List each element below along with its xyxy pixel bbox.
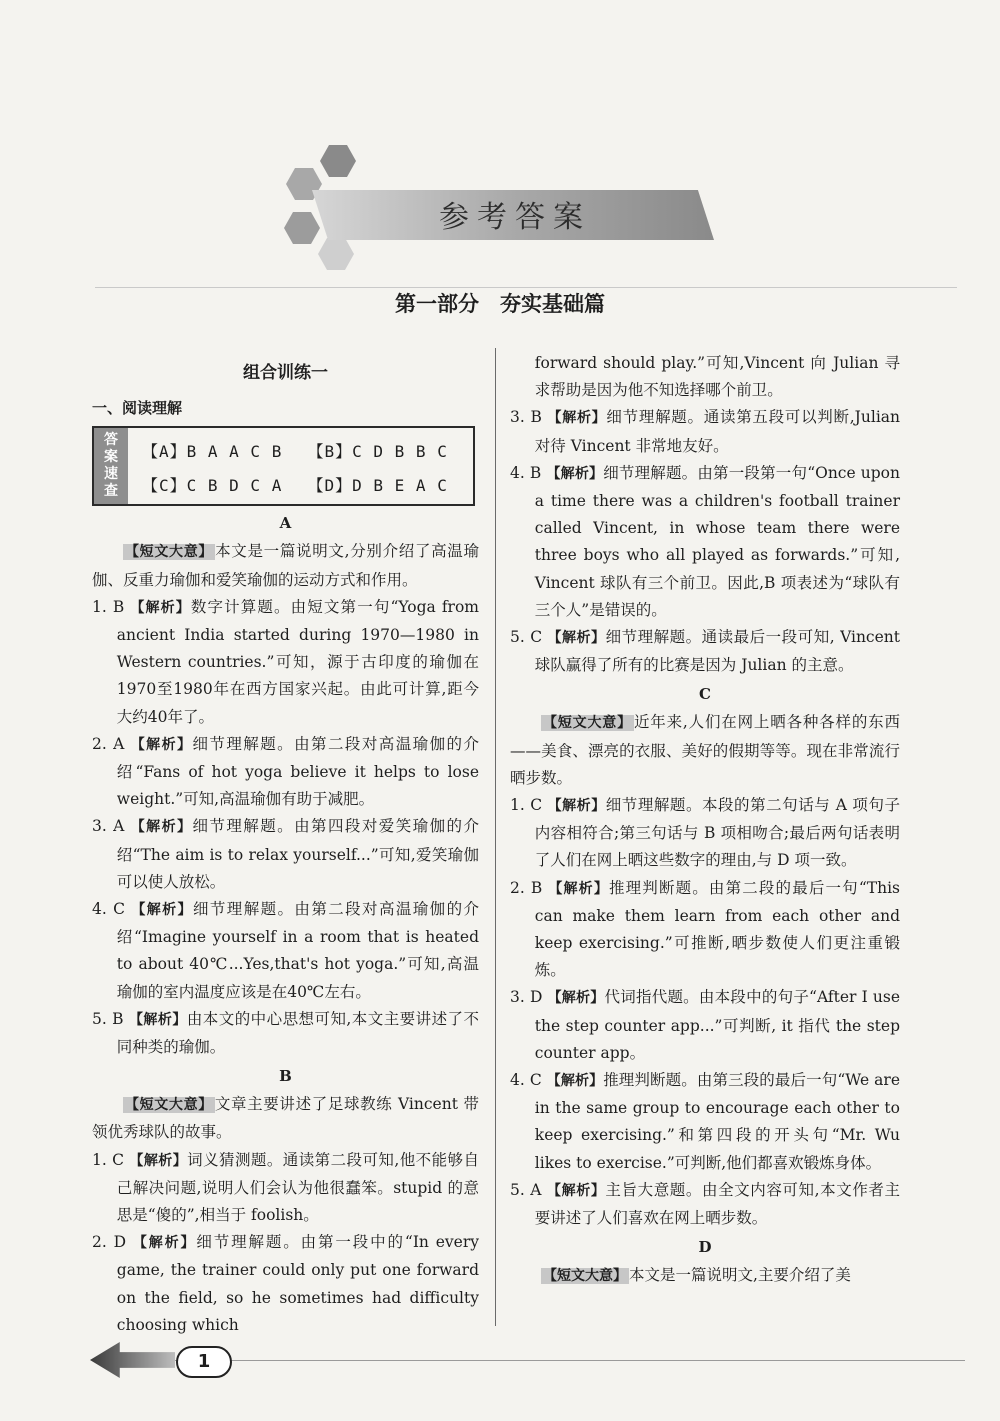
answer-number: 3. B	[510, 408, 542, 427]
analysis-tag: 【解析】	[547, 410, 607, 427]
continued-text: forward should play.”可知,Vincent 向 Julian 寻求帮助是因为他不知选择哪个前卫。	[534, 354, 900, 400]
passage-summary	[92, 1091, 479, 1146]
passage-letter-B: B	[279, 1067, 292, 1086]
summary-tag: 【短文大意】	[125, 1097, 213, 1114]
footer-divider	[175, 1360, 965, 1361]
answer-number: 4. B	[510, 463, 542, 482]
answer-explanation: 细节理解题。由第四段对爱笑瑜伽的介绍“The aim is to relax yourself...”可知,爱笑瑜伽可以使人放松。	[116, 817, 479, 891]
right-column	[510, 350, 900, 1291]
passage-summary	[510, 709, 900, 792]
answer-explanation: 细节理解题。由第一段中的“In every game, the trainer could only put one forward on the field, so he sometimes had difficulty choosing which	[116, 1233, 479, 1334]
answer-number: 2. B	[510, 878, 543, 897]
answer-number: 3. D	[510, 988, 543, 1007]
answer-explanation: 细节理解题。由第二段对高温瑜伽的介绍“Fans of hot yoga believe it helps to lose weight.”可知,高温瑜伽有助于减肥。	[116, 734, 479, 809]
hexagon-decoration	[318, 238, 354, 270]
answer-number: 4. C	[92, 900, 125, 919]
analysis-tag: 【解析】	[131, 902, 193, 919]
quick-label-char: 案	[104, 449, 118, 466]
answer-item	[510, 1067, 900, 1177]
answer-number: 2. D	[92, 1233, 127, 1252]
passage-summary	[510, 1262, 900, 1290]
summary-tag: 【短文大意】	[125, 544, 214, 561]
answer-item	[92, 594, 479, 731]
passage-letter-C: C	[699, 685, 711, 704]
hexagon-decoration	[284, 212, 320, 244]
answer-explanation: 代词指代题。由本段中的句子“After I use the step counter app...”可判断, it 指代 the step counter app。	[534, 988, 900, 1062]
answer-item	[92, 813, 479, 896]
answer-explanation: 由本文的中心思想可知,本文主要讲述了不同种类的瑜伽。	[116, 1009, 480, 1057]
summary-text: 文章主要讲述了足球教练 Vincent 带领优秀球队的故事。	[92, 1095, 480, 1142]
analysis-tag: 【解析】	[547, 798, 606, 815]
summary-text: 本文是一篇说明文,分别介绍了高温瑜伽、反重力瑜伽和爱笑瑜伽的运动方式和作用。	[92, 542, 479, 589]
page-title: 参考答案	[439, 200, 591, 235]
answer-explanation: 推理判断题。由第三段的最后一句“We are in the same group to encourage each other to keep exercising.”和第四段的开头句“Mr. Wu likes to exercise.”可判断,他们都喜欢锻炼身体。	[534, 1071, 900, 1172]
part-title: 第一部分 夯实基础篇	[395, 292, 605, 316]
quick-answer-B: 【B】C D B B C	[307, 442, 448, 462]
answer-explanation: 细节理解题。由第二段对高温瑜伽的介绍“Imagine yourself in a room that is heated to about 40℃...Yes,that's hot yoga.”可知,高温瑜伽的室内温度应该是在40℃左右。	[116, 900, 479, 1001]
quick-answer-C: 【C】C B D C A	[142, 475, 283, 495]
quick-answer-A: 【A】B A A C B	[142, 442, 283, 462]
answer-explanation: 细节理解题。通读第五段可以判断,Julian 对待 Vincent 非常地友好。	[534, 408, 901, 455]
quick-answer-label	[94, 428, 128, 504]
passage-letter-A: A	[279, 514, 292, 533]
answer-number: 4. C	[510, 1071, 542, 1090]
summary-tag: 【短文大意】	[543, 715, 632, 732]
answer-item	[92, 731, 479, 814]
analysis-tag: 【解析】	[547, 990, 605, 1007]
answer-item	[510, 875, 900, 985]
answer-number: 1. C	[510, 796, 543, 815]
answer-number: 5. C	[510, 628, 543, 647]
analysis-tag: 【解析】	[546, 1073, 604, 1090]
answer-item	[510, 460, 900, 624]
summary-tag: 【短文大意】	[543, 1268, 627, 1285]
quick-label-char: 答	[104, 432, 118, 449]
answer-explanation: 数字计算题。由短文第一句“Yoga from ancient India started during 1970—1980 in Western countries.”可知，源于古印度的瑜伽在1970至1980年在西方国家兴起。由此可计算,距今大约40年了。	[116, 597, 479, 726]
answer-explanation: 细节理解题。由第一段第一句“Once upon a time there was a children's football trainer called Vincent, in whose team there were three boys who all played as forwards.”可知, Vincent 球队有三个前卫。因此,B 项表述为“球队有三个人”是错误的。	[534, 463, 900, 619]
analysis-tag: 【解析】	[546, 465, 604, 482]
answer-explanation: 主旨大意题。由全文内容可知,本文作者主要讲述了人们喜欢在网上晒步数。	[534, 1180, 901, 1228]
answer-item	[510, 624, 900, 679]
answer-item	[92, 896, 479, 1006]
answer-item	[92, 1229, 479, 1339]
analysis-tag: 【解析】	[129, 1152, 188, 1169]
answer-explanation: 推理判断题。由第二段的最后一句“This can make them learn from each other and keep exercising.”可推断,晒步数使人们更注重锻炼。	[534, 878, 900, 980]
analysis-tag: 【解析】	[130, 736, 193, 753]
answer-number: 1. C	[92, 1150, 125, 1169]
analysis-tag: 【解析】	[130, 599, 191, 616]
answer-number: 5. A	[510, 1180, 542, 1199]
answer-item	[510, 404, 900, 459]
answer-explanation: 细节理解题。通读最后一段可知, Vincent 球队赢得了所有的比赛是因为 Julian 的主意。	[534, 628, 900, 675]
passage-letter-D: D	[698, 1238, 712, 1257]
summary-text: 近年来,人们在网上晒各种各样的东西——美食、漂亮的衣服、美好的假期等等。现在非常流行晒步数。	[510, 713, 901, 787]
hexagon-decoration	[320, 145, 356, 177]
analysis-tag: 【解析】	[547, 1182, 606, 1199]
quick-label-char: 速	[104, 466, 118, 483]
column-divider	[495, 348, 496, 1326]
answer-number: 5. B	[92, 1009, 124, 1028]
analysis-tag: 【解析】	[128, 1011, 187, 1028]
answer-number: 2. A	[92, 734, 125, 753]
answer-number: 1. B	[92, 597, 125, 616]
page-number: 1	[176, 1346, 232, 1378]
answer-item	[92, 1147, 479, 1230]
answer-item	[510, 792, 900, 875]
answer-item	[510, 1177, 900, 1232]
analysis-tag: 【解析】	[548, 880, 609, 897]
quick-answer-grid	[128, 428, 473, 504]
arrow-left-icon	[90, 1342, 175, 1378]
summary-text: 本文是一篇说明文,主要介绍了美	[629, 1266, 851, 1285]
quick-answer-box	[92, 426, 475, 506]
analysis-tag: 【解析】	[132, 1235, 197, 1252]
left-column	[92, 350, 479, 1339]
answer-item	[92, 1006, 479, 1061]
analysis-tag: 【解析】	[130, 819, 193, 836]
answer-item	[510, 984, 900, 1067]
section-title: 组合训练一	[243, 363, 328, 383]
analysis-tag: 【解析】	[547, 630, 606, 647]
sub-heading: 一、阅读理解	[92, 399, 183, 418]
answer-number: 3. A	[92, 817, 125, 836]
answer-explanation: 细节理解题。本段的第二句话与 A 项句子内容相符合;第三句话与 B 项相吻合;最后两句话表明了人们在网上晒这些数字的理由,与 D 项一致。	[534, 796, 900, 870]
quick-answer-D: 【D】D B E A C	[307, 475, 448, 495]
quick-label-char: 查	[104, 483, 118, 500]
answer-explanation: 词义猜测题。通读第二段可知,他不能够自己解决问题,说明人们会认为他很蠢笨。stupid 的意思是“傻的”,相当于 foolish。	[116, 1150, 479, 1225]
passage-summary	[92, 538, 479, 593]
